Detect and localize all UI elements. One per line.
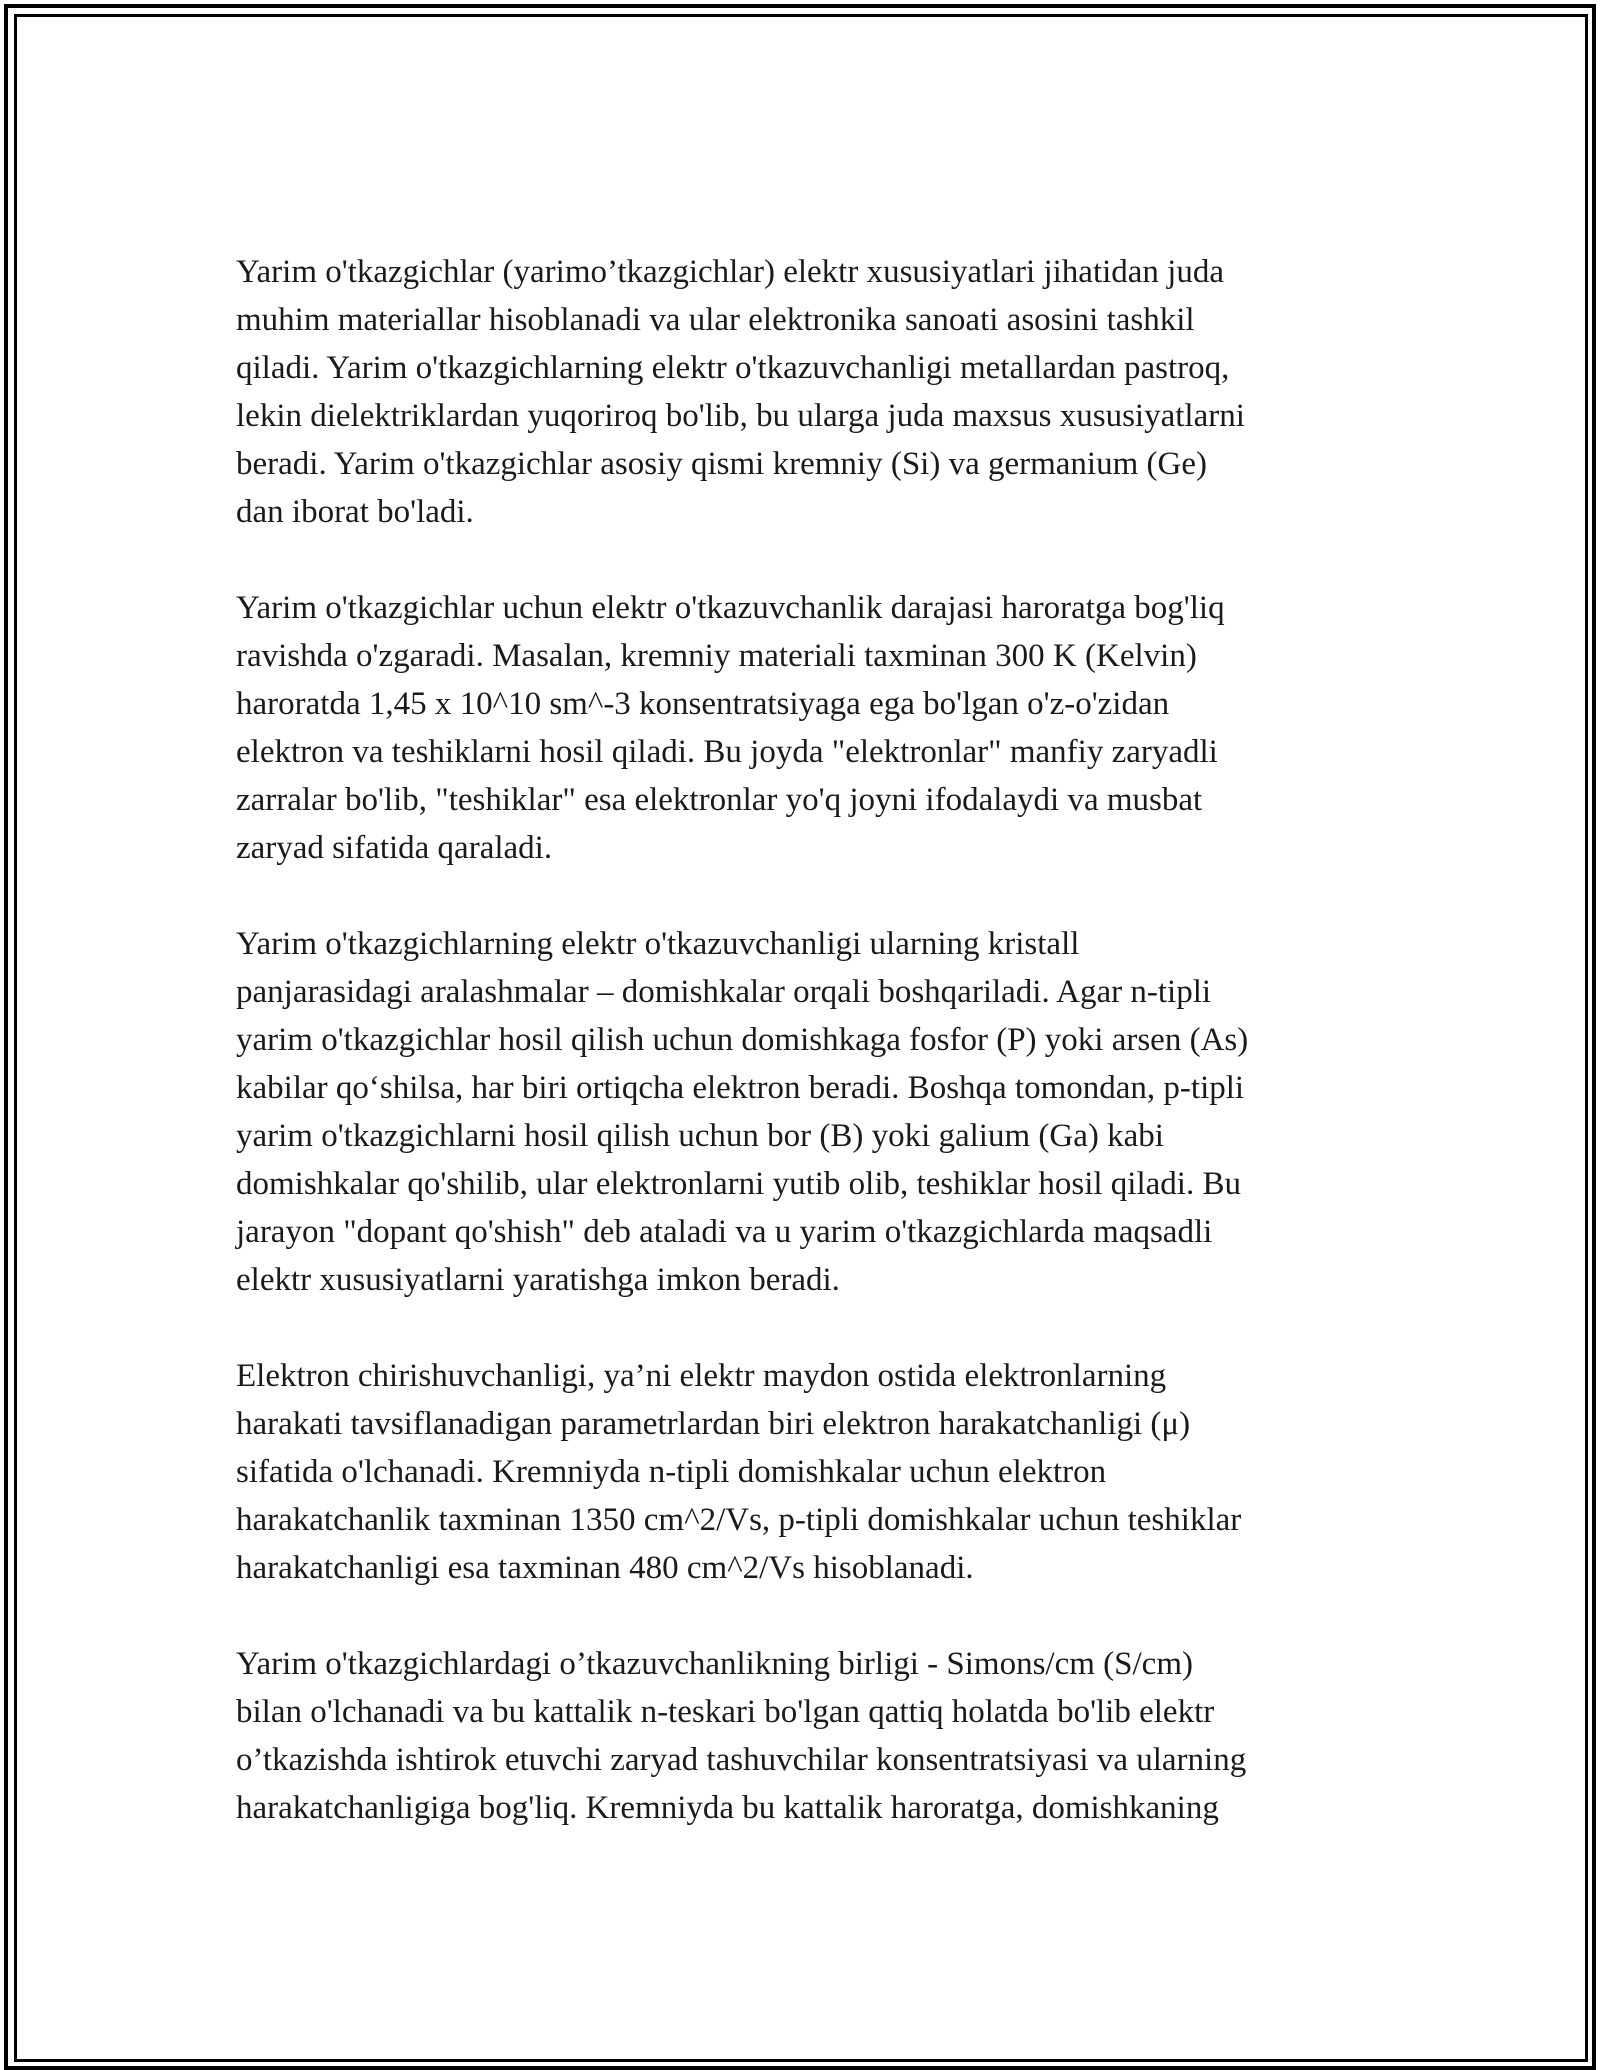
- paragraph-conductivity-units: Yarim o'tkazgichlardagi o’tkazuvchanlikning birligi - Simons/cm (S/cm) bilan o'lchanadi va bu kattalik n-teskari bo'lgan qattiq holatda bo'lib elektr o’tkazishda ishtirok etuvchi zaryad tashuvchilar konsentratsiyasi va ularning harakatchanligiga bog'liq. Kremniyda bu kattalik haroratga, domishkaning: [236, 1646, 1247, 1826]
- paragraph-semiconductors-intro: Yarim o'tkazgichlar (yarimo’tkazgichlar) elektr xususiyatlari jihatidan juda muhim materiallar hisoblanadi va ular elektronika sanoati asosini tashkil qiladi. Yarim o'tkazgichlarning elektr o'tkazuvchanligi metallardan pastroq, lekin dielektriklardan yuqoriroq bo'lib, bu ularga juda maxsus xususiyatlarni beradi. Yarim o'tkazgichlar asosiy qismi kremniy (Si) va germanium (Ge) dan iborat bo'ladi.: [236, 254, 1245, 530]
- document-body: [236, 248, 1366, 1880]
- paragraph-temperature-dependence: Yarim o'tkazgichlar uchun elektr o'tkazuvchanlik darajasi haroratga bog'liq ravishda o'zgaradi. Masalan, kremniy materiali taxminan 300 K (Kelvin) haroratda 1,45 x 10^10 sm^-3 konsentratsiyaga ega bo'lgan o'z-o'zidan elektron va teshiklarni hosil qiladi. Bu joyda "elektronlar" manfiy zaryadli zarralar bo'lib, "teshiklar" esa elektronlar yo'q joyni ifodalaydi va musbat zaryad sifatida qaraladi.: [236, 590, 1225, 866]
- paragraph-doping: Yarim o'tkazgichlarning elektr o'tkazuvchanligi ularning kristall panjarasidagi aralashmalar – domishkalar orqali boshqariladi. Agar n-tipli yarim o'tkazgichlar hosil qilish uchun domishkaga fosfor (P) yoki arsen (As) kabilar qo‘shilsa, har biri ortiqcha elektron beradi. Boshqa tomondan, p-tipli yarim o'tkazgichlarni hosil qilish uchun bor (B) yoki galium (Ga) kabi domishkalar qo'shilib, ular elektronlarni yutib olib, teshiklar hosil qiladi. Bu jarayon "dopant qo'shish" deb ataladi va u yarim o'tkazgichlarda maqsadli elektr xususiyatlarni yaratishga imkon beradi.: [236, 926, 1249, 1298]
- paragraph-electron-mobility: Elektron chirishuvchanligi, ya’ni elektr maydon ostida elektronlarning harakati tavsiflanadigan parametrlardan biri elektron harakatchanligi (μ) sifatida o'lchanadi. Kremniyda n-tipli domishkalar uchun elektron harakatchanlik taxminan 1350 cm^2/Vs, p-tipli domishkalar uchun teshiklar harakatchanligi esa taxminan 480 cm^2/Vs hisoblanadi.: [236, 1358, 1242, 1586]
